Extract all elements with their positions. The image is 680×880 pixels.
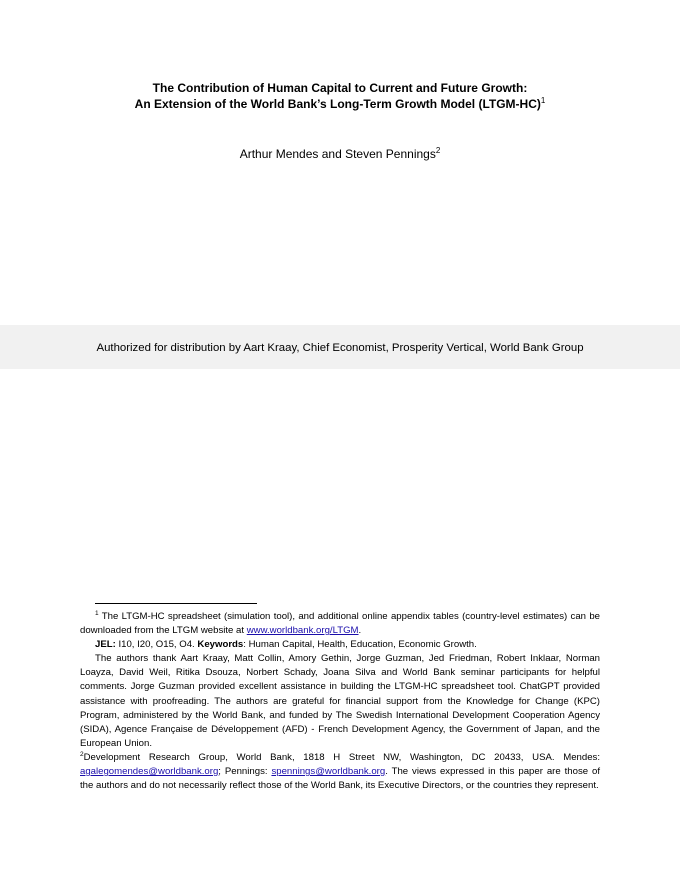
footnote-separator [95,603,257,604]
title-line-1: The Contribution of Human Capital to Current and Future Growth: [152,81,528,95]
footnote-1-mark: 1 [95,609,99,617]
paper-title [0,80,680,112]
footnote-2-text: Development Research Group, World Bank, 1818 H Street NW, Washington, DC 20433, USA. Mendes: [83,751,600,763]
footnote-2-mid: ; Pennings: [218,766,272,778]
title-line-2-text: An Extension of the World Bank’s Long-Term Growth Model (LTGM-HC) [134,97,541,111]
footnote-1-end: . [358,625,362,637]
title-line-2 [0,96,680,112]
jel-label: JEL: [95,639,116,651]
footnote-2 [80,751,600,793]
keywords-label: Keywords [197,639,244,651]
distribution-banner [0,325,680,369]
footnote-2-end: . The views expressed in this paper are those of the authors and do not necessarily reflect those of the World Bank, its Executive Directors, or the countries they represent. [80,766,600,792]
keywords-text: : Human Capital, Health, Education, Economic Growth. [243,639,477,651]
acknowledgements: The authors thank Aart Kraay, Matt Collin, Amory Gethin, Jorge Guzman, Jed Friedman, Robert Inklaar, Norman Loayza, David Weil, Ritika Dsouza, Norbert Schady, Joana Silva and World Bank seminar participants for helpful comments. Jorge Guzman provided excellent assistance in building the LTGM-HC spreadsheet tool. ChatGPT provided assistance with proofreading. The authors are grateful for financial support from the Knowledge for Change (KPC) Program, administered by the World Bank, and funded by The Swedish International Development Cooperation Agency (SIDA), Agence Française de Développement (AFD) - French Development Agency, the Government of Japan, and the European Union. [80,653,600,749]
title-footnote-mark: 1 [540,96,546,105]
mendes-email-link[interactable]: agalegomendes@worldbank.org [80,766,219,778]
pennings-email-link[interactable]: spennings@worldbank.org [271,766,386,778]
ltgm-website-link[interactable]: www.worldbank.org/LTGM [246,625,359,637]
author-line [0,146,680,162]
footnote-1 [80,610,600,638]
footnote-2-mark: 2 [80,750,84,758]
distribution-text: Authorized for distribution by Aart Kraay, Chief Economist, Prosperity Vertical, World Bank Group [96,342,584,354]
jel-keywords [80,638,600,652]
author-names: Arthur Mendes and Steven Pennings [239,147,436,161]
jel-codes: I10, I20, O15, O4. [115,639,198,651]
footnote-1-text: The LTGM-HC spreadsheet (simulation tool), and additional online appendix tables (country-level estimates) can be downloaded from the LTGM website at [80,611,600,637]
footnotes [80,610,600,793]
author-footnote-mark: 2 [435,146,441,155]
